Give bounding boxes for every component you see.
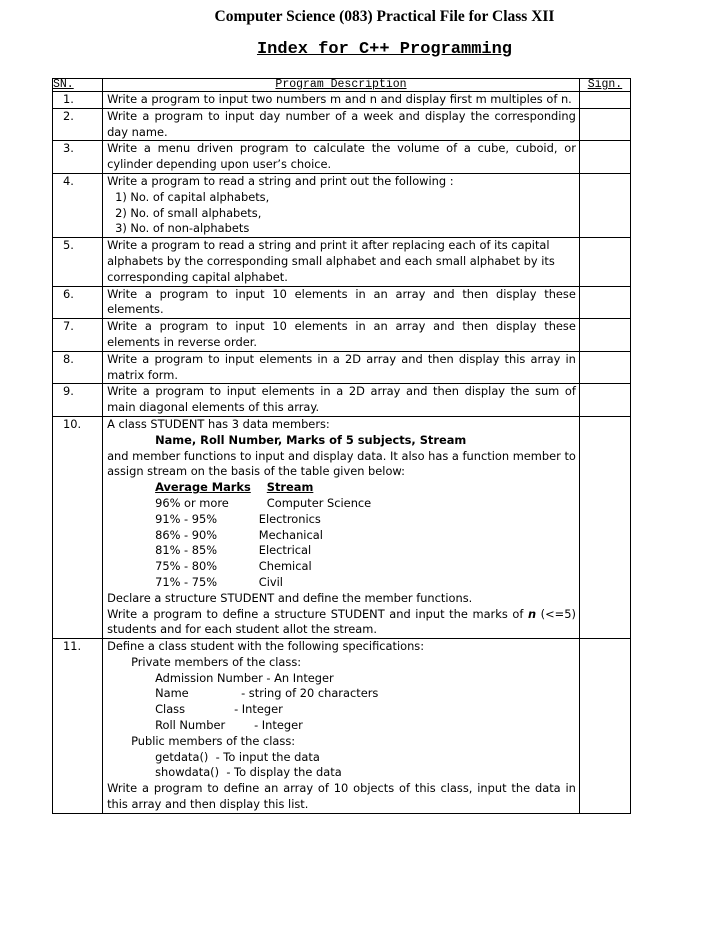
- member-line: Class - Integer: [155, 702, 283, 717]
- table-row: [53, 108, 631, 141]
- row-description: [103, 416, 580, 638]
- row-sn: 11.: [53, 639, 103, 814]
- row-description: Write a program to input elements in a 2D array and then display this array in matrix form.: [103, 351, 580, 384]
- row-text: Declare a structure STUDENT and define the member functions.: [107, 590, 473, 605]
- member-line: Name - string of 20 characters: [155, 686, 379, 701]
- list-item: 1) No. of capital alphabets,: [115, 189, 270, 204]
- row-text: Define a class student with the following specifications:: [107, 639, 425, 654]
- table-row: [53, 286, 631, 319]
- member-line: showdata() - To display the data: [155, 765, 342, 780]
- sign-cell: [579, 351, 630, 384]
- stream-name: Civil: [258, 574, 283, 589]
- sign-cell: [579, 384, 630, 417]
- sign-cell: [579, 173, 630, 237]
- stream-name: Electronics: [258, 511, 321, 526]
- marks-range: 96% or more: [155, 495, 229, 510]
- stream-table: [155, 480, 371, 591]
- member-line: Admission Number - An Integer: [155, 670, 334, 685]
- col-stream: Stream: [266, 480, 314, 495]
- marks-range: 91% - 95%: [155, 511, 218, 526]
- table-row: [53, 238, 631, 286]
- sign-cell: [579, 639, 630, 814]
- row-sn: 9.: [53, 384, 103, 417]
- stream-name: Mechanical: [258, 527, 323, 542]
- marks-range: 86% - 90%: [155, 527, 218, 542]
- row-sn: 3.: [53, 141, 103, 174]
- row-sn: 7.: [53, 319, 103, 352]
- header-sign: Sign.: [579, 79, 630, 92]
- row-sn: 10.: [53, 416, 103, 638]
- row-text: Write a program to define a structure STUDENT and input the marks of n (<=5) students and for each student allot the stream.: [107, 606, 576, 637]
- stream-name: Chemical: [258, 559, 312, 574]
- row-sn: 2.: [53, 108, 103, 141]
- member-line: getdata() - To input the data: [155, 749, 320, 764]
- sign-cell: [579, 286, 630, 319]
- table-row: [53, 416, 631, 638]
- row-description: Write a program to input 10 elements in an array and then display these elements in reverse order.: [103, 319, 580, 352]
- marks-range: 71% - 75%: [155, 574, 218, 589]
- row-description: [103, 639, 580, 814]
- row-description: Write a program to input two numbers m and n and display first m multiples of n.: [103, 92, 580, 109]
- sign-cell: [579, 238, 630, 286]
- header-sn: SN.: [53, 79, 103, 92]
- row-description: [103, 173, 580, 237]
- list-item: 3) No. of non-alphabets: [115, 221, 250, 236]
- row-description: Write a menu driven program to calculate the volume of a cube, cuboid, or cylinder depending upon user’s choice.: [103, 141, 580, 174]
- sign-cell: [579, 92, 630, 109]
- table-row: [53, 173, 631, 237]
- marks-range: 75% - 80%: [155, 559, 218, 574]
- row-description: Write a program to input day number of a week and display the corresponding day name.: [103, 108, 580, 141]
- row-sn: 1.: [53, 92, 103, 109]
- list-item: 2) No. of small alphabets,: [115, 205, 262, 220]
- sign-cell: [579, 416, 630, 638]
- marks-range: 81% - 85%: [155, 543, 218, 558]
- row-sn: 5.: [53, 238, 103, 286]
- table-row: [53, 141, 631, 174]
- row-text: and member functions to input and display data. It also has a function member to assign stream on the basis of the table given below:: [107, 448, 576, 479]
- document-subtitle: Index for C++ Programming: [256, 40, 513, 59]
- table-row: [53, 92, 631, 109]
- public-label: Public members of the class:: [131, 733, 296, 748]
- row-sn: 4.: [53, 173, 103, 237]
- data-members: Name, Roll Number, Marks of 5 subjects, Stream: [155, 432, 467, 447]
- table-row: [53, 639, 631, 814]
- sign-cell: [579, 319, 630, 352]
- row-text: A class STUDENT has 3 data members:: [107, 416, 330, 431]
- row-text: Write a program to define an array of 10 objects of this class, input the data in this array and then display this list.: [107, 781, 576, 812]
- sign-cell: [579, 108, 630, 141]
- table-header-row: [53, 79, 631, 92]
- row-text: Write a program to read a string and print out the following :: [107, 173, 454, 188]
- table-row: [53, 351, 631, 384]
- stream-name: Computer Science: [266, 495, 372, 510]
- table-row: [53, 384, 631, 417]
- program-index-table: [52, 78, 631, 814]
- table-row: [53, 319, 631, 352]
- row-description: Write a program to input 10 elements in an array and then display these elements.: [103, 286, 580, 319]
- row-description: Write a program to read a string and print it after replacing each of its capital alphabets by the corresponding small alphabet and each small alphabet by its corresponding capital alphabet.: [103, 238, 580, 286]
- private-label: Private members of the class:: [131, 654, 302, 669]
- row-sn: 6.: [53, 286, 103, 319]
- row-sn: 8.: [53, 351, 103, 384]
- header-description: Program Description: [103, 79, 580, 92]
- stream-name: Electrical: [258, 543, 312, 558]
- col-average-marks: Average Marks: [155, 480, 251, 495]
- row-description: Write a program to input elements in a 2D array and then display the sum of main diagonal elements of this array.: [103, 384, 580, 417]
- member-line: Roll Number - Integer: [155, 718, 303, 733]
- sign-cell: [579, 141, 630, 174]
- document-title: Computer Science (083) Practical File for Class XII: [214, 8, 555, 25]
